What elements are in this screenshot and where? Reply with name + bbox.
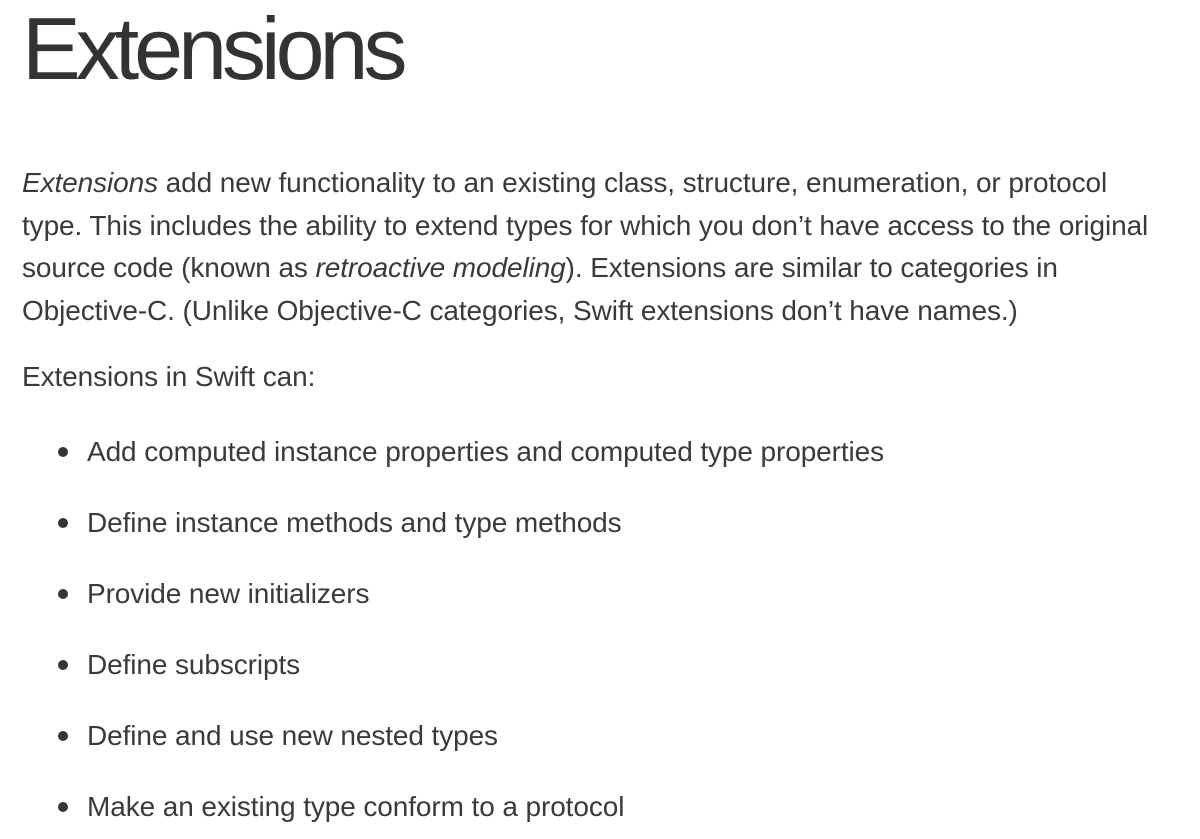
bullet-icon [58, 660, 68, 670]
list-item [22, 715, 1172, 758]
intro-text-segment: add new functionality to an existing class, structure, enumeration, or protocol type. This includes the ability to extend types for which you don’t have access to the original source code (known as [22, 167, 1149, 283]
list-item [22, 786, 1172, 829]
list-item [22, 644, 1172, 687]
capabilities-list [22, 431, 1172, 829]
bullet-icon [58, 447, 68, 457]
bullet-icon [58, 731, 68, 741]
bullet-icon [58, 518, 68, 528]
list-item-text: Add computed instance properties and computed type properties [87, 435, 885, 467]
bullet-icon [58, 589, 68, 599]
page-title: Extensions [22, 0, 403, 98]
intro-paragraph [22, 162, 1172, 332]
bullet-icon [58, 802, 68, 812]
list-item-text: Define subscripts [87, 648, 301, 680]
list-item-text: Define and use new nested types [87, 719, 498, 751]
list-item [22, 573, 1172, 616]
intro-italic-term-extensions: Extensions [22, 167, 158, 198]
list-item [22, 431, 1172, 474]
intro-text-segment: ). Extensions are similar to categories in Objective-C. (Unlike Objective-C categories, Swift extensions don’t have names.) [22, 252, 1058, 326]
list-item-text: Define instance methods and type methods [87, 506, 622, 538]
list-item-text: Provide new initializers [87, 577, 370, 609]
list-item [22, 502, 1172, 545]
intro-italic-term-retroactive-modeling: retroactive modeling [315, 252, 566, 283]
list-item-text: Make an existing type conform to a protocol [87, 790, 625, 822]
lead-in-text: Extensions in Swift can: [22, 361, 316, 392]
